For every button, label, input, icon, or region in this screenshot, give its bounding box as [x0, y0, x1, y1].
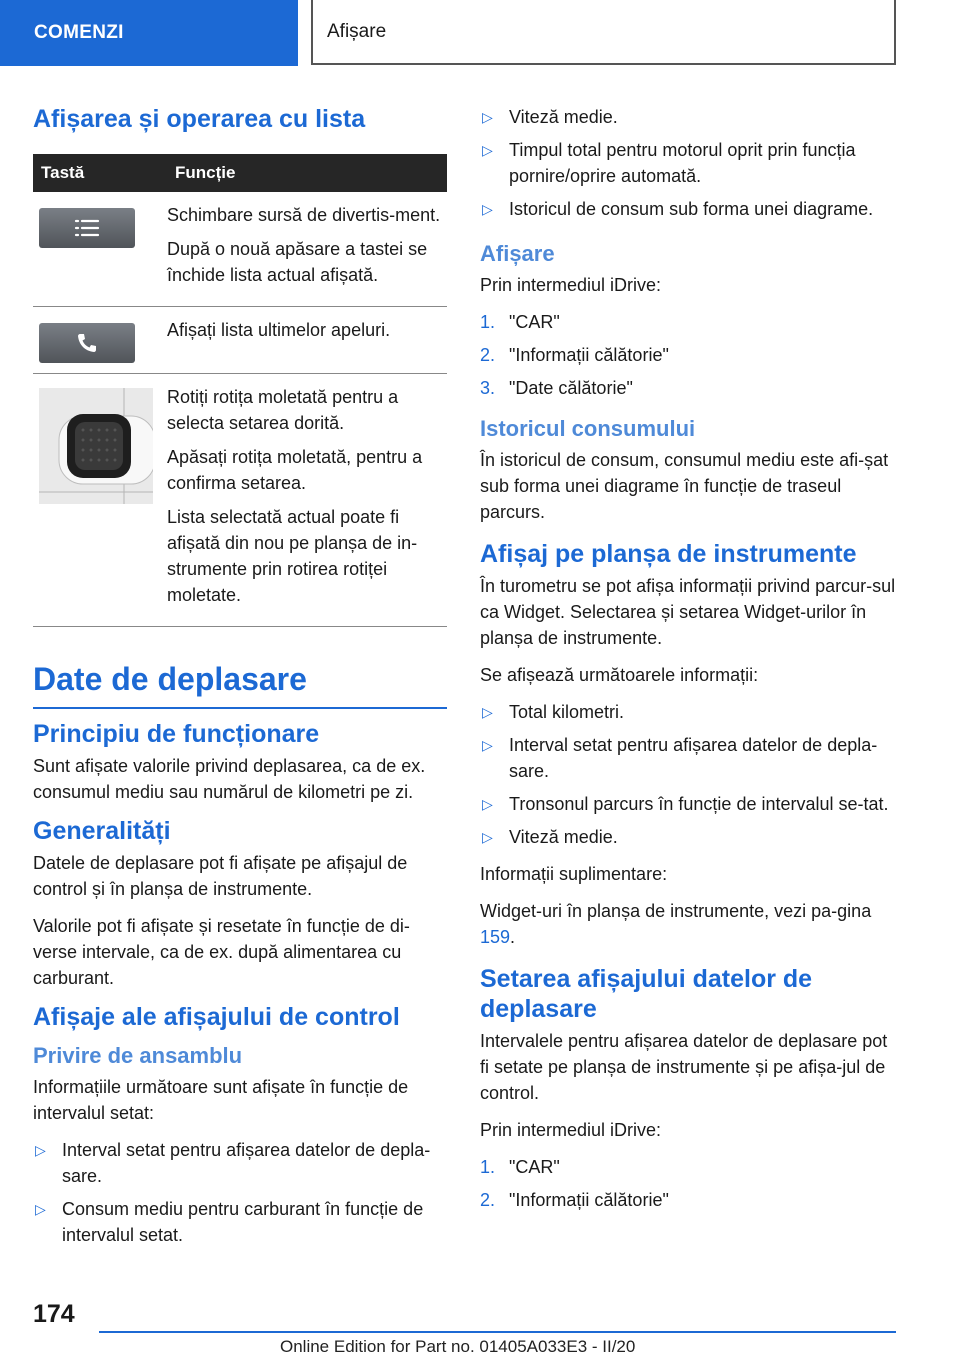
section-tab[interactable]: COMENZI	[0, 0, 298, 66]
heading-consumption-history: Istoricul consumului	[480, 416, 696, 441]
table-cell-text: Rotiți rotița moletată pentru a selecta setarea dorită.	[167, 387, 399, 433]
heading-display: Afișare	[480, 241, 555, 266]
step-item: 3. "Date călătorie"	[480, 378, 633, 398]
triangle-bullet-icon: ▷	[482, 201, 493, 217]
page-header	[0, 0, 960, 68]
list-item: ▷ Timpul total pentru motorul oprit prin funcția pornire/oprire automată.	[480, 137, 896, 189]
table-header-function: Funcție	[167, 154, 447, 192]
table-row	[33, 374, 447, 627]
triangle-bullet-icon: ▷	[482, 796, 493, 812]
paragraph-general-1: Datele de deplasare pot fi afișate pe afișajul de control și în planșa de instrumente.	[33, 853, 408, 899]
table-cell-text: Schimbare sursă de divertis-ment.	[167, 205, 441, 225]
list-item: ▷ Viteză medie.	[480, 104, 896, 130]
paragraph-history: În istoricul de consum, consumul mediu este afi-șat sub forma unei diagrame în funcție de traseul parcurs.	[480, 450, 889, 522]
paragraph-idrive-2: Prin intermediul iDrive:	[480, 1120, 662, 1140]
table-row	[33, 307, 447, 374]
list-item: ▷ Consum mediu pentru carburant în funcție de intervalul setat.	[33, 1196, 447, 1248]
heading-overview: Privire de ansamblu	[33, 1043, 243, 1068]
controller-icon	[39, 388, 153, 504]
page-number: 174	[33, 1300, 75, 1328]
step-item: 1. "CAR"	[480, 1157, 560, 1177]
heading-general: Generalități	[33, 817, 171, 845]
triangle-bullet-icon: ▷	[35, 1201, 46, 1217]
list-icon	[39, 208, 135, 248]
right-column	[480, 104, 896, 1224]
triangle-bullet-icon: ▷	[35, 1142, 46, 1158]
paragraph-idrive-1: Prin intermediul iDrive:	[480, 275, 662, 295]
heading-list-operation: Afișarea și operarea cu lista	[33, 105, 366, 133]
table-cell-text: Apăsați rotița moletată, pentru a confirma setarea.	[167, 447, 423, 493]
footer-edition: Online Edition for Part no. 01405A033E3 - II/20	[280, 1337, 636, 1356]
heading-control-display: Afișaje ale afișajului de control	[33, 1003, 400, 1031]
list-item: ▷ Interval setat pentru afișarea datelor de depla-sare.	[33, 1137, 447, 1189]
list-item: ▷ Total kilometri.	[480, 699, 896, 725]
triangle-bullet-icon: ▷	[482, 829, 493, 845]
chapter-title: Afișare	[311, 0, 896, 65]
step-item: 2. "Informații călătorie"	[480, 1190, 669, 1210]
list-item: ▷ Interval setat pentru afișarea datelor de depla-sare.	[480, 732, 896, 784]
table-cell-text: După o nouă apăsare a tastei se închide lista actual afișată.	[167, 239, 428, 285]
overview-list	[33, 1137, 447, 1248]
steps-setting	[480, 1154, 896, 1213]
table-row	[33, 192, 447, 307]
footer-divider	[99, 1331, 896, 1333]
paragraph-extra-info: Informații suplimentare:	[480, 864, 668, 884]
heading-instrument-cluster: Afișaj pe planșa de instrumente	[480, 540, 857, 568]
overview-list-continued	[480, 104, 896, 222]
heading-trip-data: Date de deplasare	[33, 659, 447, 709]
table-cell-text: Lista selectată actual poate fi afișată din nou pe planșa de in-strumente prin rotirea rotiței moletate.	[167, 507, 418, 605]
paragraph-widget-ref: Widget-uri în planșa de instrumente, vezi pa-gina 159.	[480, 901, 872, 947]
table-cell-text: Afișați lista ultimelor apeluri.	[167, 320, 391, 340]
triangle-bullet-icon: ▷	[482, 737, 493, 753]
steps-display	[480, 309, 896, 401]
list-item: ▷ Istoricul de consum sub forma unei diagrame.	[480, 196, 896, 222]
paragraph-overview: Informațiile următoare sunt afișate în funcție de intervalul setat:	[33, 1077, 409, 1123]
phone-icon	[39, 323, 135, 363]
heading-trip-data-setting: Setarea afișajului datelor de deplasare	[480, 965, 813, 1023]
left-column	[33, 96, 447, 1259]
triangle-bullet-icon: ▷	[482, 109, 493, 125]
list-item: ▷ Tronsonul parcurs în funcție de intervalul se-tat.	[480, 791, 896, 817]
paragraph-cluster: În turometru se pot afișa informații privind parcur-sul ca Widget. Selectarea și setarea Widget-urilor în planșa de instrumente.	[480, 576, 896, 648]
key-function-table	[33, 154, 447, 627]
page-link[interactable]: 159	[480, 927, 511, 947]
cluster-info-list	[480, 699, 896, 850]
triangle-bullet-icon: ▷	[482, 704, 493, 720]
paragraph-general-2: Valorile pot fi afișate și resetate în funcție de di-verse intervale, ca de ex. după alimentarea cu carburant.	[33, 916, 410, 988]
paragraph-principle: Sunt afișate valorile privind deplasarea, ca de ex. consumul mediu sau numărul de kilometri pe zi.	[33, 756, 426, 802]
heading-principle: Principiu de funcționare	[33, 720, 320, 748]
list-item: ▷ Viteză medie.	[480, 824, 896, 850]
step-item: 2. "Informații călătorie"	[480, 345, 669, 365]
step-item: 1. "CAR"	[480, 312, 560, 332]
triangle-bullet-icon: ▷	[482, 142, 493, 158]
paragraph-setting: Intervalele pentru afișarea datelor de deplasare pot fi setate pe planșa de instrumente și pe afișa-jul de control.	[480, 1031, 888, 1103]
paragraph-shown-info: Se afișează următoarele informații:	[480, 665, 759, 685]
table-header-key: Tastă	[33, 154, 167, 192]
